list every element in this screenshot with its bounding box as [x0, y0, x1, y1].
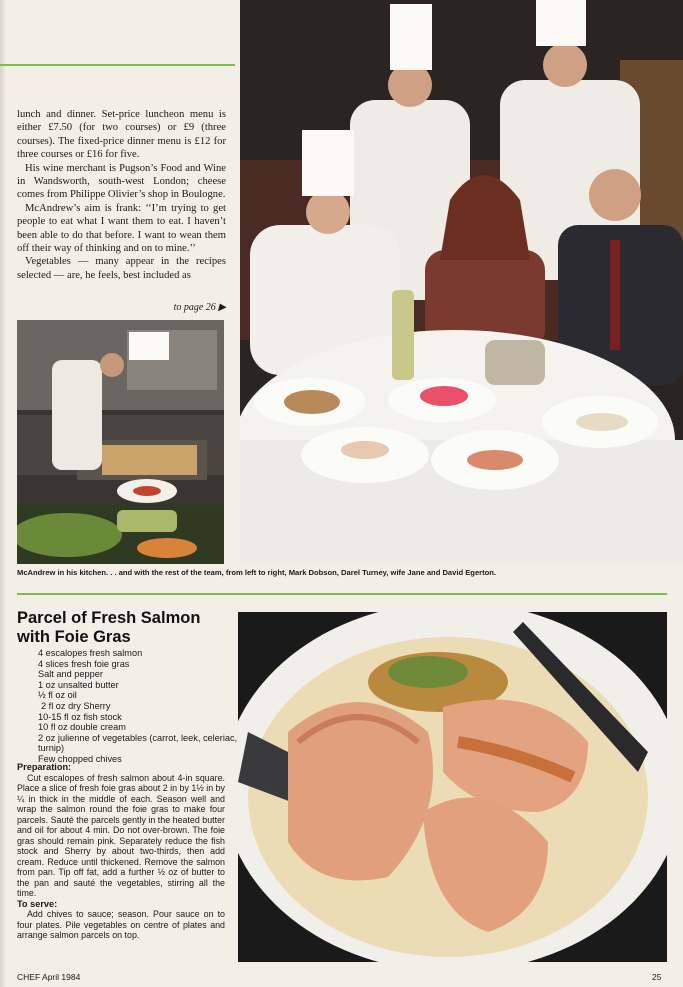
ingredient-item: 4 escalopes fresh salmon: [38, 648, 143, 658]
photo-caption: McAndrew in his kitchen. . . and with the rest of the team, from left to right, Mark Dobson, Darel Turney, wife Jane and David Egerton.: [17, 568, 497, 577]
ingredient-item: ½ fl oz oil: [38, 690, 77, 701]
ingredient-item: 10 fl oz double cream: [38, 722, 126, 733]
ingredient-item: 2 fl oz dry Sherry: [41, 700, 111, 711]
team-photo-illustration: [240, 0, 683, 563]
ingredient-item: Salt and pepper: [38, 669, 103, 680]
page-number: 25: [652, 972, 662, 982]
top-rule: [0, 64, 235, 66]
article-paragraph: His wine merchant is Pugson’s Food and Wine in Wandsworth, south-west London; cheese comes from Philippe Olivier’s shop in Boulogne.: [17, 162, 226, 201]
team-photo: [240, 0, 683, 563]
article-paragraph: Vegetables — many appear in the recipes selected — are, he feels, best included as: [17, 256, 226, 281]
ingredient-item: 4 slices fresh foie gras: [38, 658, 130, 669]
ingredient-item: 2 oz julienne of vegetables (carrot, leek, celeriac, turnip): [38, 732, 238, 754]
preparation-heading: Preparation:: [17, 762, 72, 772]
article-column: [17, 108, 226, 282]
serve-heading: To serve:: [17, 898, 58, 909]
kitchen-photo: [17, 320, 224, 564]
serve-text: Add chives to sauce; season. Pour sauce on to four plates. Pile vegetables on centre of plates and arrange salmon parcels on top.: [17, 909, 225, 940]
continued-text: to page 26: [173, 302, 216, 313]
article-paragraph: McAndrew’s aim is frank: ‘‘I’m trying to get people to eat what I want them to eat. I haven’t been able to do that before. I want to wean them off their way of thinking and on to mine.’’: [17, 202, 226, 255]
ingredient-item: 10-15 fl oz fish stock: [38, 711, 122, 722]
recipe-title-line: Parcel of Fresh Salmon: [17, 609, 201, 627]
section-rule: [17, 593, 667, 595]
page-spine-shadow: [0, 0, 6, 987]
preparation-text: Cut escalopes of fresh salmon about 4-in square. Place a slice of fresh foie gras about 2 in by 1½ in by ¼ in thick in the middle of each. Season well and wrap the salmon round the foie gras to make four parcels. Sauté the parcels gently in the heated butter and oil for about 4 min. Do not over-brown. The foie gras should remain pink. Separately reduce the fish stock and Sherry by about two-thirds, then add cream. Reduce until thickened. Remove the salmon from pan. Tip off fat, add a further ½ oz of butter to the pan and sauté the vegetables, stirring all the time.: [17, 772, 225, 898]
ingredient-item: Few chopped chives: [38, 753, 122, 764]
footer-publication: CHEF April 1984: [17, 972, 81, 982]
recipe-title-line: with Foie Gras: [17, 628, 131, 646]
recipe-title: [17, 609, 232, 647]
salmon-dish-illustration: [238, 612, 667, 962]
salmon-dish-photo: [238, 612, 667, 962]
ingredient-item: 1 oz unsalted butter: [38, 679, 119, 690]
arrow-right-icon: ▶: [218, 302, 226, 313]
ingredients-list: [38, 648, 238, 765]
recipe-method: [17, 762, 225, 941]
kitchen-photo-illustration: [17, 320, 224, 564]
article-paragraph: lunch and dinner. Set-price luncheon menu is either £7.50 (for two courses) or £9 (three courses). The fixed-price dinner menu is £12 for three courses or £16 for five.: [17, 109, 226, 161]
continued-link[interactable]: [17, 302, 226, 313]
